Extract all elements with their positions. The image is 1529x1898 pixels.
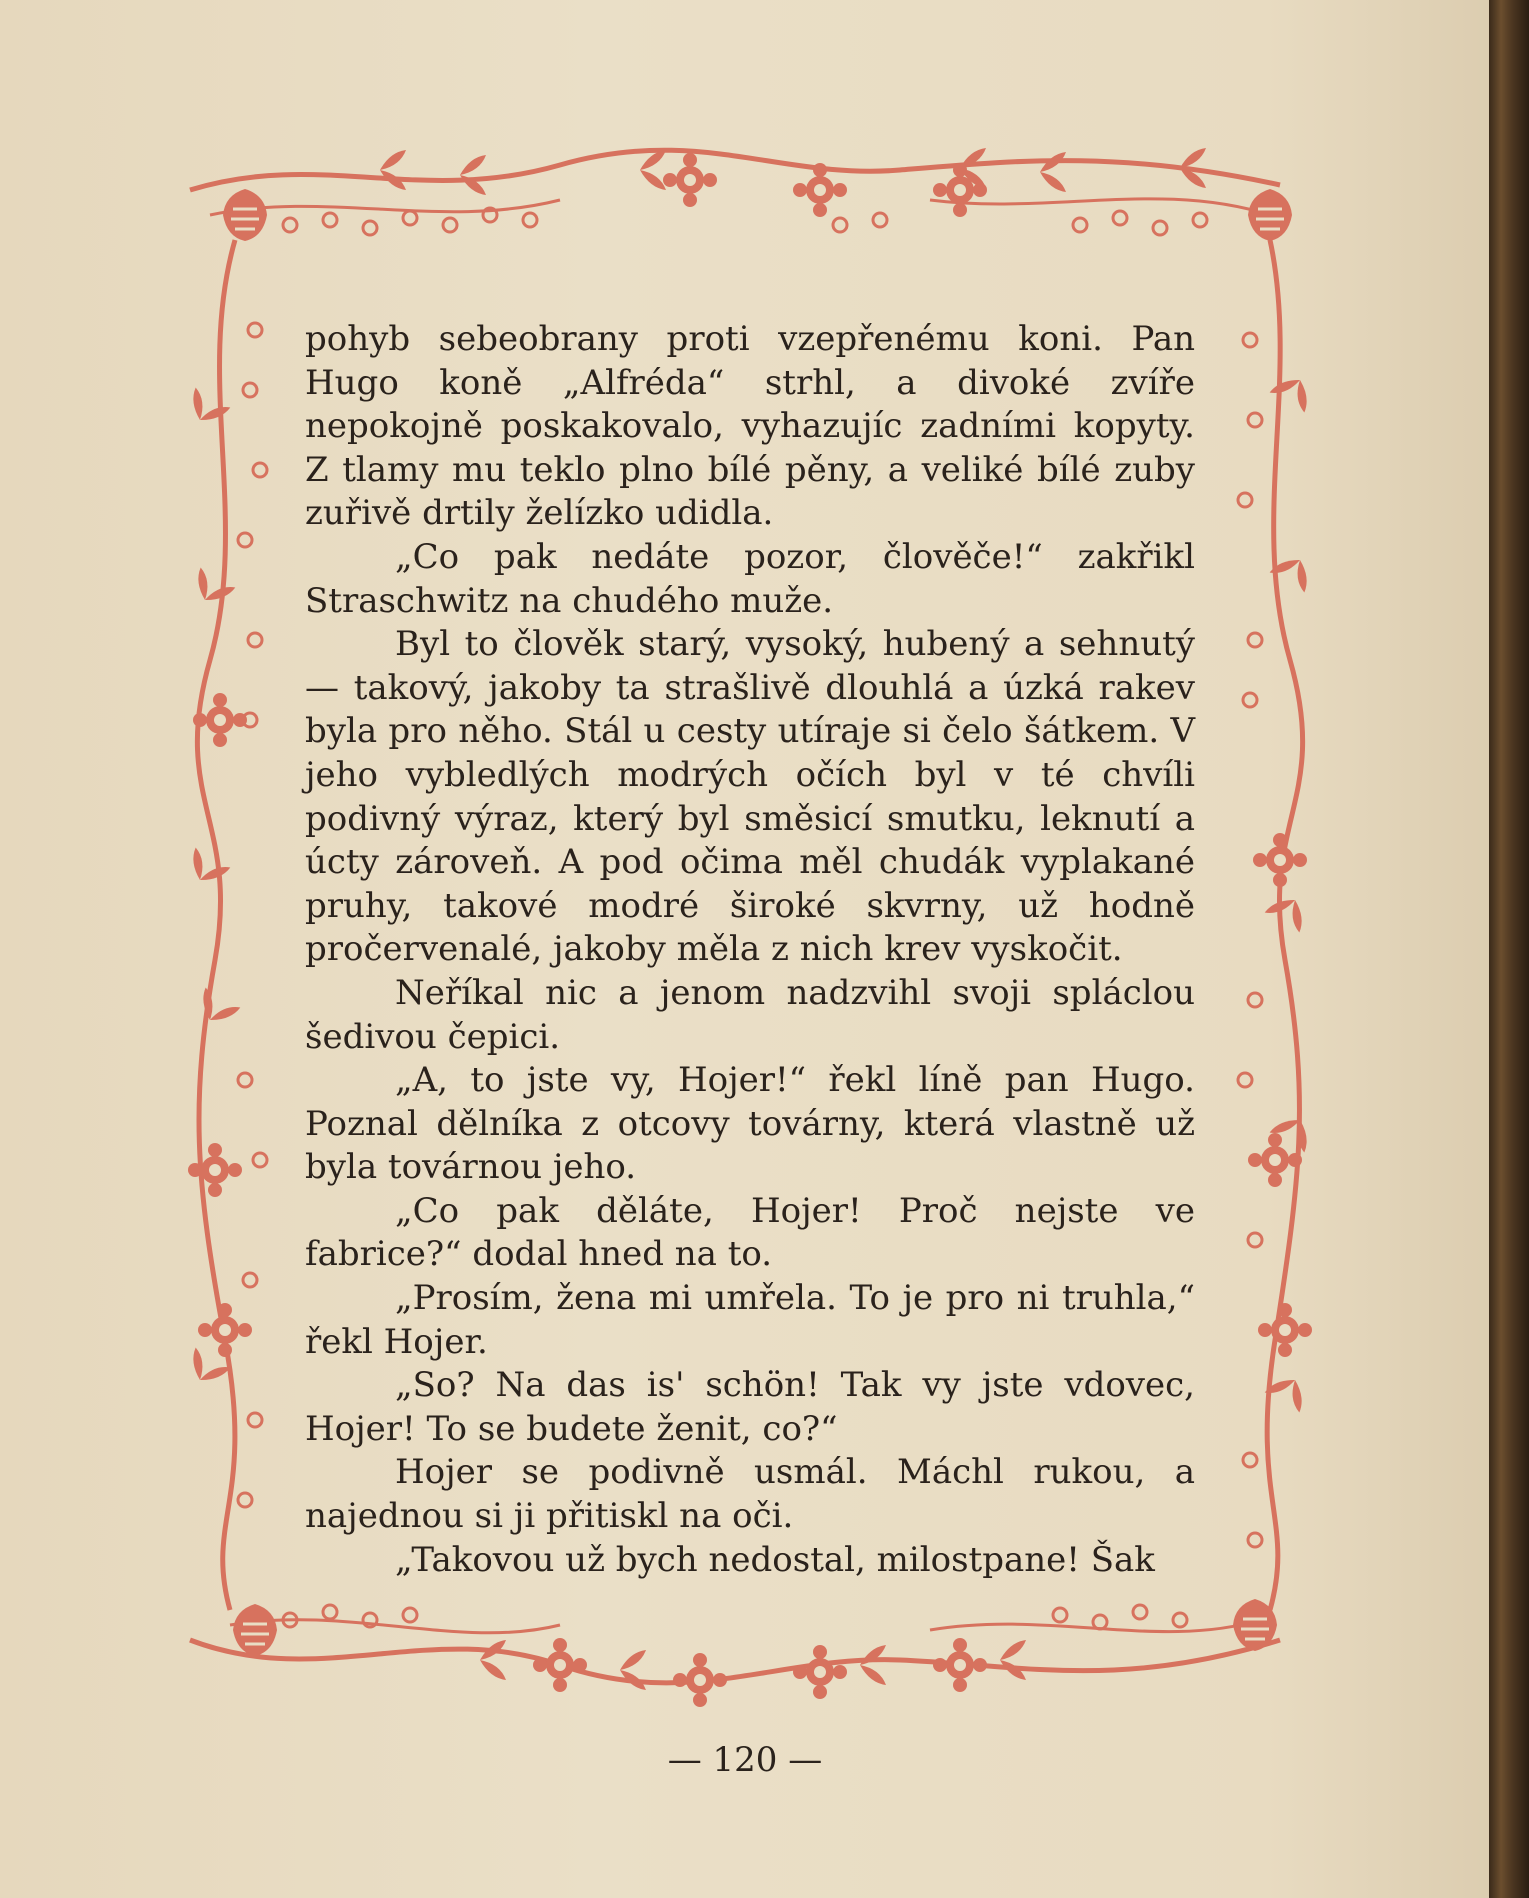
paragraph: „Prosím, žena mi umřela. To je pro ni truhla,“ řekl Hojer. (305, 1278, 1195, 1362)
paragraph: pohyb sebeobrany proti vzepřenému koni. Pan Hugo koně „Alfréda“ strhl, a divoké zvíře nepokojně poskakovalo, vyhazujíc zadními kopyty. Z tlamy mu teklo plno bílé pěny, a veliké bílé zuby zuřivě drtily želízko udidla. (305, 319, 1195, 534)
paragraph: „Co pak nedáte pozor, člověče!“ zakřikl Straschwitz na chudého muže. (305, 536, 1195, 621)
paragraph: „Takovou už bych nedostal, milostpane! Šak (395, 1539, 1155, 1580)
book-binding (1489, 0, 1529, 1898)
paragraph: „So? Na das is' schön! Tak vy jste vdovec, Hojer! To se budete ženit, co?“ (305, 1365, 1195, 1449)
paragraph: Hojer se podivně usmál. Máchl rukou, a najednou si ji přitiskl na oči. (305, 1452, 1195, 1537)
paragraph: „Co pak děláte, Hojer! Proč nejste ve fabrice?“ dodal hned na to. (305, 1190, 1195, 1275)
body-text (305, 318, 1195, 1582)
paragraph: Byl to člověk starý, vysoký, hubený a sehnutý — takový, jakoby ta strašlivě dlouhlá a úzká rakev byla pro něho. Stál u cesty utíraje si čelo šátkem. V jeho vybledlých modrých očích byl v té chvíli podivný výraz, který byl směsicí smutku, leknutí a úcty zároveň. A pod očima měl chudák vyplakané pruhy, takové modré široké skvrny, už hodně pročervenalé, jakoby měla z nich krev vyskočit. (305, 624, 1195, 970)
paragraph: Neříkal nic a jenom nadzvihl svoji spláclou šedivou čepici. (305, 972, 1195, 1057)
paragraph: „A, to jste vy, Hojer!“ řekl líně pan Hugo. Poznal dělníka z otcovy továrny, která vlastně už byla továrnou jeho. (305, 1060, 1195, 1188)
page-number: — 120 — (667, 1740, 823, 1780)
